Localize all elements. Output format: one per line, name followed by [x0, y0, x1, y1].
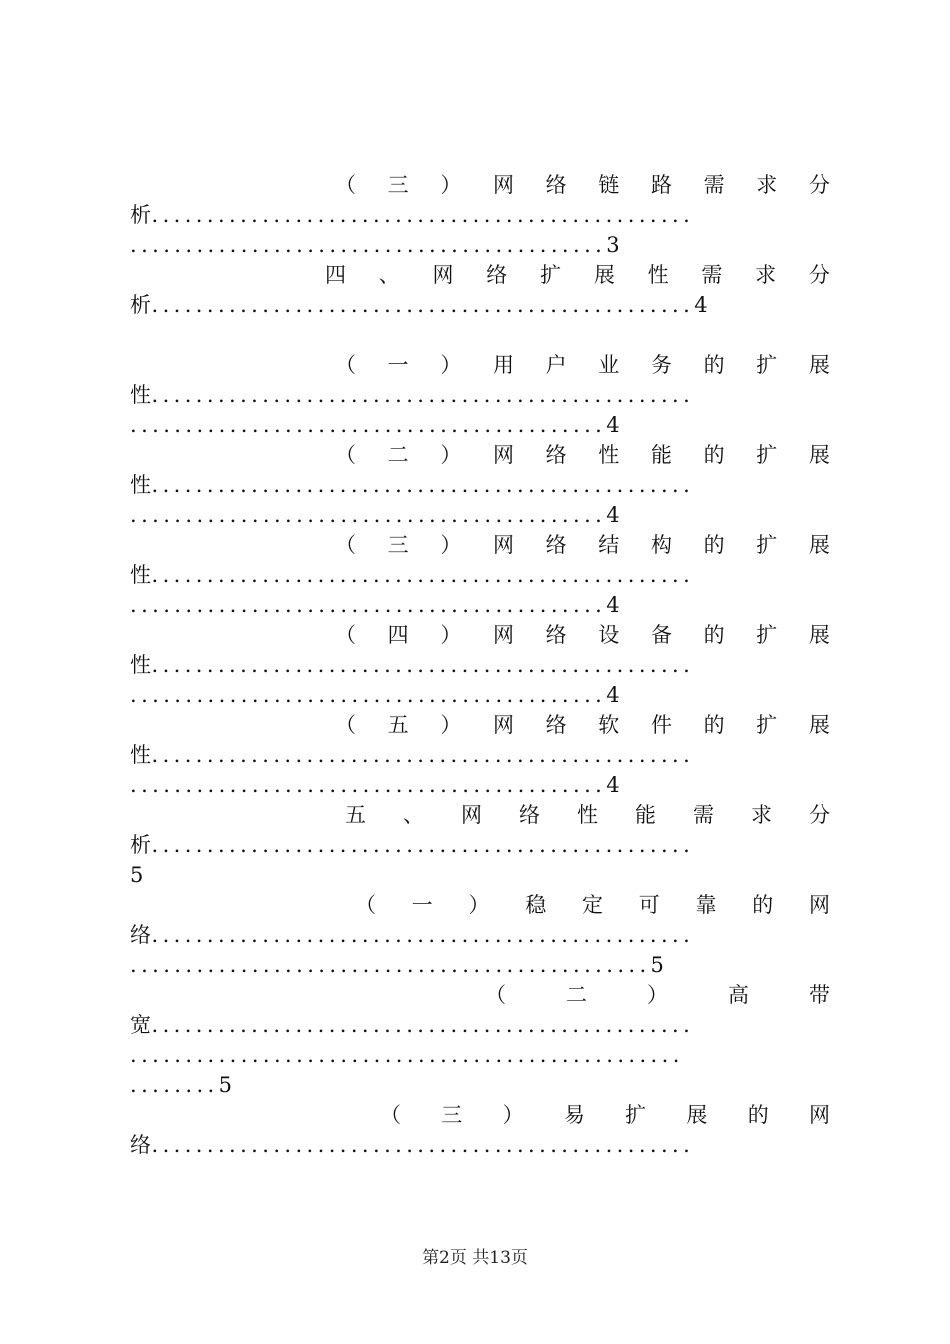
- toc-entry[interactable]: [130, 530, 830, 620]
- page-footer: 第2页 共13页: [422, 1248, 528, 1268]
- toc-heading-tail: 络: [130, 923, 152, 947]
- toc-leader-line: [130, 500, 830, 530]
- toc-leader-dots: ..................................................: [130, 1043, 684, 1067]
- toc-entry[interactable]: [130, 350, 830, 440]
- toc-leader-line: [130, 1070, 830, 1100]
- toc-heading: （ 二 ） 高 带: [485, 983, 830, 1007]
- toc-heading-tail: 析: [130, 833, 152, 857]
- toc-leader-dots: .................................................: [151, 563, 695, 587]
- toc-entry[interactable]: [130, 1100, 830, 1160]
- toc-heading: （ 二 ） 网 络 性 能 的 扩 展: [335, 443, 830, 467]
- toc-leader-line: [130, 560, 830, 590]
- toc-entry[interactable]: [130, 260, 830, 350]
- toc-leader-dots: .................................................: [151, 653, 695, 677]
- toc-heading-tail: 性: [130, 473, 152, 497]
- toc-page-number: 4: [694, 293, 708, 317]
- toc-heading: （ 三 ） 网 络 链 路 需 求 分: [335, 173, 830, 197]
- toc-leader-dots: ...........................................: [130, 773, 607, 797]
- toc-leader-line: [130, 860, 830, 890]
- toc-page-number: 4: [606, 413, 620, 437]
- toc-leader-line: [130, 1130, 830, 1160]
- toc-leader-line: [130, 680, 830, 710]
- toc-entry[interactable]: [130, 710, 830, 800]
- toc-leader-dots: .................................................: [151, 293, 695, 317]
- toc-leader-line: [130, 1040, 830, 1070]
- toc-entry[interactable]: [130, 620, 830, 710]
- toc-heading: （ 四 ） 网 络 设 备 的 扩 展: [335, 623, 830, 647]
- table-of-contents: [130, 170, 830, 1160]
- toc-leader-dots: .................................................: [151, 833, 695, 857]
- toc-page-number: 3: [606, 233, 620, 257]
- toc-leader-line: [130, 740, 830, 770]
- toc-leader-dots: ...........................................: [130, 233, 607, 257]
- toc-leader-dots: .................................................: [151, 923, 695, 947]
- toc-leader-dots: ...............................................: [130, 953, 651, 977]
- toc-heading-tail: 性: [130, 563, 152, 587]
- toc-leader-line: [130, 1010, 830, 1040]
- toc-page-number: 4: [606, 503, 620, 527]
- toc-leader-line: [130, 770, 830, 800]
- toc-leader-dots: ...........................................: [130, 503, 607, 527]
- toc-page-number: 5: [650, 953, 664, 977]
- toc-heading: （ 一 ） 稳 定 可 靠 的 网: [355, 893, 830, 917]
- toc-page-number: 5: [218, 1073, 232, 1097]
- toc-heading-tail: 性: [130, 383, 152, 407]
- toc-leader-dots: ........: [130, 1073, 219, 1097]
- toc-leader-dots: .................................................: [151, 203, 695, 227]
- toc-leader-dots: .................................................: [151, 743, 695, 767]
- toc-heading: （ 三 ） 易 扩 展 的 网: [380, 1103, 830, 1127]
- toc-heading-tail: 性: [130, 743, 152, 767]
- toc-leader-dots: ...........................................: [130, 413, 607, 437]
- toc-page-number: 4: [606, 593, 620, 617]
- toc-heading: （ 五 ） 网 络 软 件 的 扩 展: [335, 713, 830, 737]
- toc-leader-dots: .................................................: [151, 383, 695, 407]
- toc-heading: 五 、 网 络 性 能 需 求 分: [345, 803, 830, 827]
- toc-heading-tail: 析: [130, 203, 152, 227]
- toc-leader-line: [130, 650, 830, 680]
- toc-leader-dots: .................................................: [151, 473, 695, 497]
- toc-page-number: 4: [606, 773, 620, 797]
- toc-heading-tail: 性: [130, 653, 152, 677]
- toc-leader-line: [130, 590, 830, 620]
- toc-leader-dots: ...........................................: [130, 683, 607, 707]
- toc-leader-line: [130, 200, 830, 230]
- toc-leader-dots: ...........................................: [130, 593, 607, 617]
- toc-heading: 四 、 网 络 扩 展 性 需 求 分: [325, 263, 830, 287]
- spacer: [130, 320, 830, 350]
- toc-leader-line: [130, 290, 830, 320]
- toc-heading: （ 一 ） 用 户 业 务 的 扩 展: [335, 353, 830, 377]
- toc-leader-line: [130, 380, 830, 410]
- toc-leader-line: [130, 920, 830, 950]
- toc-entry[interactable]: [130, 170, 830, 260]
- toc-heading-tail: 络: [130, 1133, 152, 1157]
- toc-leader-line: [130, 470, 830, 500]
- toc-entry[interactable]: [130, 980, 830, 1100]
- toc-page-number: 4: [606, 683, 620, 707]
- toc-entry[interactable]: [130, 440, 830, 530]
- toc-leader-line: [130, 830, 830, 860]
- toc-entry[interactable]: [130, 800, 830, 890]
- toc-leader-dots: .................................................: [151, 1133, 695, 1157]
- toc-leader-line: [130, 950, 830, 980]
- toc-leader-line: [130, 230, 830, 260]
- toc-page-number: 5: [130, 863, 144, 887]
- toc-heading: （ 三 ） 网 络 结 构 的 扩 展: [335, 533, 830, 557]
- toc-leader-line: [130, 410, 830, 440]
- toc-entry[interactable]: [130, 890, 830, 980]
- toc-heading-tail: 析: [130, 293, 152, 317]
- toc-leader-dots: .................................................: [151, 1013, 695, 1037]
- toc-heading-tail: 宽: [130, 1013, 152, 1037]
